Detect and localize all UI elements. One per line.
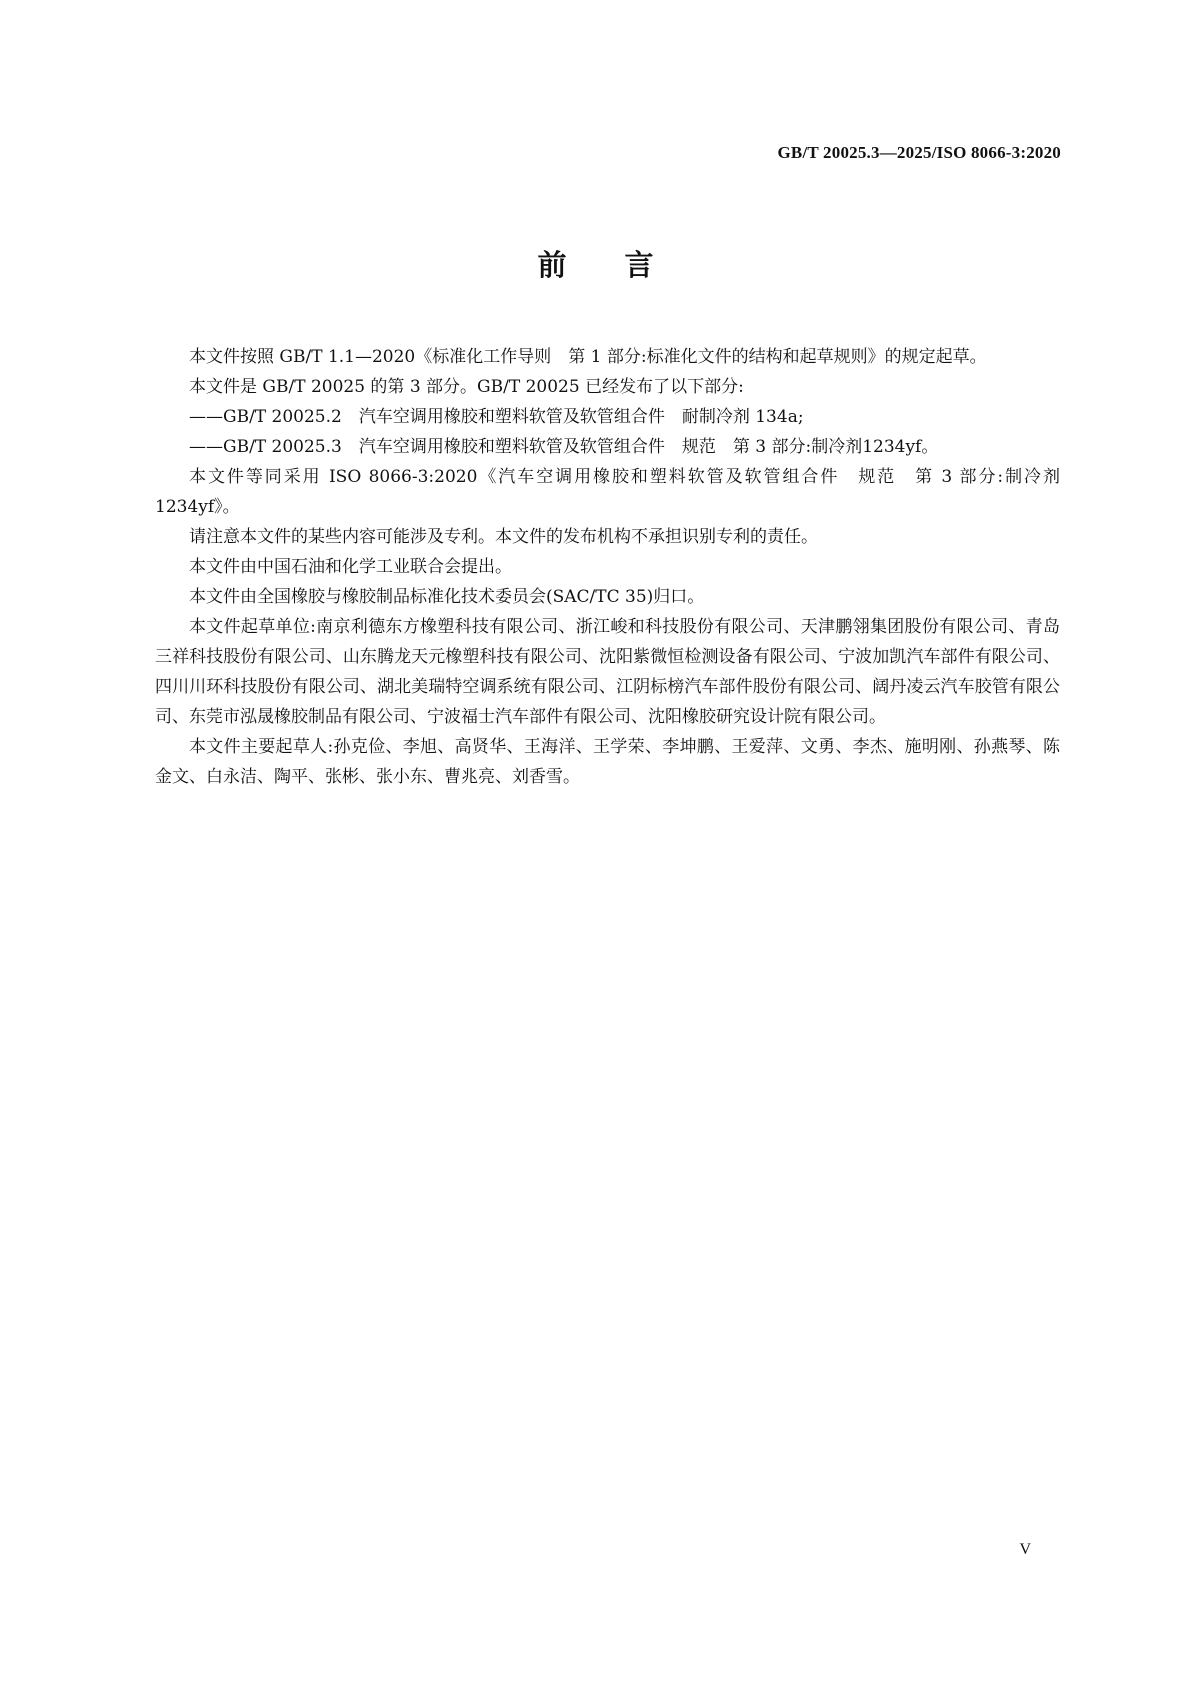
paragraph-patent-notice: 请注意本文件的某些内容可能涉及专利。本文件的发布机构不承担识别专利的责任。 (189, 527, 818, 547)
paragraph-committee: 本文件由全国橡胶与橡胶制品标准化技术委员会(SAC/TC 35)归口。 (189, 587, 705, 607)
paragraph-proposer: 本文件由中国石油和化学工业联合会提出。 (189, 557, 512, 577)
standard-code: GB/T 20025.3—2025/ISO 8066-3:2020 (777, 143, 1061, 162)
list-item-part-3: ——GB/T 20025.3 汽车空调用橡胶和塑料软管及软管组合件 规范 第 3 部分:制冷剂1234yf。 (189, 437, 939, 457)
foreword-body (155, 342, 1060, 792)
paragraph-drafting-rules: 本文件按照 GB/T 1.1—2020《标准化工作导则 第 1 部分:标准化文件的结构和起草规则》的规定起草。 (189, 347, 987, 367)
paragraph-part-statement: 本文件是 GB/T 20025 的第 3 部分。GB/T 20025 已经发布了以下部分: (189, 377, 744, 397)
page-number: V (1019, 1541, 1031, 1558)
paragraph-iso-adoption: 本文件等同采用 ISO 8066-3:2020《汽车空调用橡胶和塑料软管及软管组合件 规范 第 3 部分:制冷剂 1234yf》。 (155, 467, 1060, 517)
paragraph-drafting-units: 本文件起草单位:南京利德东方橡塑科技有限公司、浙江峻和科技股份有限公司、天津鹏翎集团股份有限公司、青岛三祥科技股份有限公司、山东腾龙天元橡塑科技有限公司、沈阳紫微恒检测设备有限公司、宁波加凯汽车部件有限公司、四川川环科技股份有限公司、湖北美瑞特空调系统有限公司、江阴标榜汽车部件股份有限公司、阔丹凌云汽车胶管有限公司、东莞市泓晟橡胶制品有限公司、宁波福士汽车部件有限公司、沈阳橡胶研究设计院有限公司。 (155, 617, 1060, 727)
page-title: 前言 (537, 248, 712, 282)
list-item-part-2: ——GB/T 20025.2 汽车空调用橡胶和塑料软管及软管组合件 耐制冷剂 134a; (189, 407, 804, 427)
paragraph-drafters: 本文件主要起草人:孙克俭、李旭、高贤华、王海洋、王学荣、李坤鹏、王爱萍、文勇、李杰、施明刚、孙燕琴、陈金文、白永洁、陶平、张彬、张小东、曹兆亮、刘香雪。 (155, 737, 1060, 787)
